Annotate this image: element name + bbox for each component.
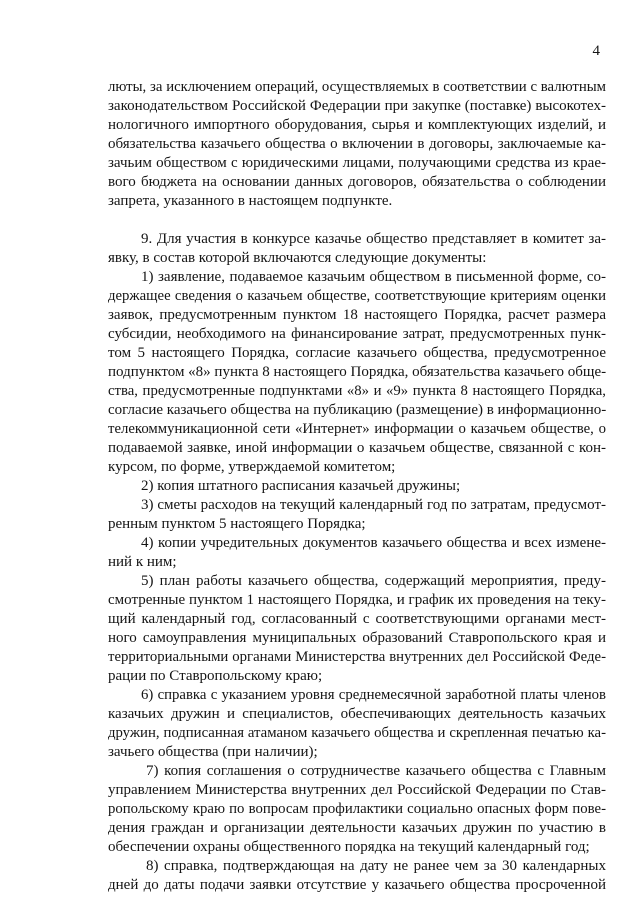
text-line: рации по Ставропольскому краю; [108,668,323,684]
paragraph-gap [108,211,606,230]
list-item-3 [108,496,606,534]
text-line: зачьего общества (при наличии); [108,744,318,760]
text-line: держащее сведения о казачьем обществе, соответствующие критериям оценки [108,288,606,304]
text-line: явку, в состав которой включаются следующие документы: [108,250,487,266]
text-line: 5) план работы казачьего общества, содержащий мероприятия, преду- [141,573,606,589]
text-line: 7) копия соглашения о сотрудничестве казачьего общества с Главным [146,763,606,779]
text-line: нологичного импортного оборудования, сырья и комплектующих изделий, и [108,117,606,133]
text-line: согласие казачьего общества на публикацию (размещение) в информационно- [108,402,607,418]
text-line: 3) сметы расходов на текущий календарный год по затратам, предусмот- [141,497,606,513]
list-item-8 [108,857,606,895]
text-line: 1) заявление, подаваемое казачьим обществом в письменной форме, со- [141,269,606,285]
text-line: ний к ним; [108,554,177,570]
list-item-2 [108,477,606,496]
text-line: обязательства казачьего общества о включении в договоры, заключаемые ка- [108,136,606,152]
text-line: курсом, по форме, утверждаемой комитетом; [108,459,396,475]
list-item-7 [108,762,606,857]
text-line: управлением Министерства внутренних дел Российской Федерации по Став- [108,782,606,798]
text-line: ного самоуправления муниципальных образований Ставропольского края и [108,630,606,646]
text-line: территориальными органами Министерства внутренних дел Российской Феде- [108,649,606,665]
text-line: том 5 настоящего Порядка, согласие казачьего общества, предусмотренное [108,345,606,361]
text-line: дружин, подписанная атаманом казачьего общества и скрепленная печатью ка- [108,725,606,741]
list-item-4 [108,534,606,572]
paragraph-9 [108,230,606,268]
text-line: 8) справка, подтверждающая на дату не ранее чем за 30 календарных [146,858,606,874]
text-line: подаваемой заявке, иной информации о казачьем обществе, связанной с кон- [108,440,606,456]
text-line: 9. Для участия в конкурсе казачье общество представляет в комитет за- [141,231,606,247]
text-line: заявок, предусмотренным пунктом 18 настоящего Порядка, расчет размера [108,307,606,323]
text-line: ренным пунктом 5 настоящего Порядка; [108,516,366,532]
text-line: подпунктом «8» пункта 8 настоящего Порядка, обязательства казачьего обще- [108,364,607,380]
text-line: щий календарный год, согласованный с соответствующими органами мест- [108,611,606,627]
text-line: зачьим обществом с юридическими лицами, получающими средства из крае- [108,155,606,171]
text-line: запрета, указанного в настоящем подпункте. [108,193,393,209]
continuation-paragraph [108,78,606,211]
text-line: законодательством Российской Федерации при закупке (поставке) высокотех- [108,98,606,114]
text-line: ства, предусмотренные подпунктами «8» и «9» пункта 8 настоящего Порядка, [108,383,606,399]
text-line: ропольскому краю по вопросам профилактики социально опасных форм пове- [108,801,606,817]
text-line: 4) копии учредительных документов казачьего общества и всех измене- [141,535,606,551]
document-body [108,78,606,895]
text-line: люты, за исключением операций, осуществляемых в соответствии с валютным [108,79,606,95]
text-line: 6) справка с указанием уровня среднемесячной заработной платы членов [141,687,606,703]
page-number: 4 [592,43,600,59]
text-line: обеспечении охраны общественного порядка на текущий календарный год; [108,839,590,855]
text-line: вого бюджета на основании данных договоров, обязательства о соблюдении [108,174,606,190]
text-line: телекоммуникационной сети «Интернет» информации о казачьем обществе, о [108,421,606,437]
list-item-5 [108,572,606,686]
text-line: субсидии, необходимого на финансирование затрат, предусмотренных пунк- [108,326,606,342]
list-item-6 [108,686,606,762]
text-line: дней до даты подачи заявки отсутствие у казачьего общества просроченной [108,877,606,893]
text-line: смотренные пунктом 1 настоящего Порядка, и график их проведения на теку- [108,592,606,608]
text-line: 2) копия штатного расписания казачьей дружины; [141,478,461,494]
text-line: казачьих дружин и специалистов, обеспечивающих деятельность казачьих [108,706,606,722]
list-item-1 [108,268,606,477]
text-line: дения граждан и организации деятельности казачьих дружин по участию в [108,820,606,836]
